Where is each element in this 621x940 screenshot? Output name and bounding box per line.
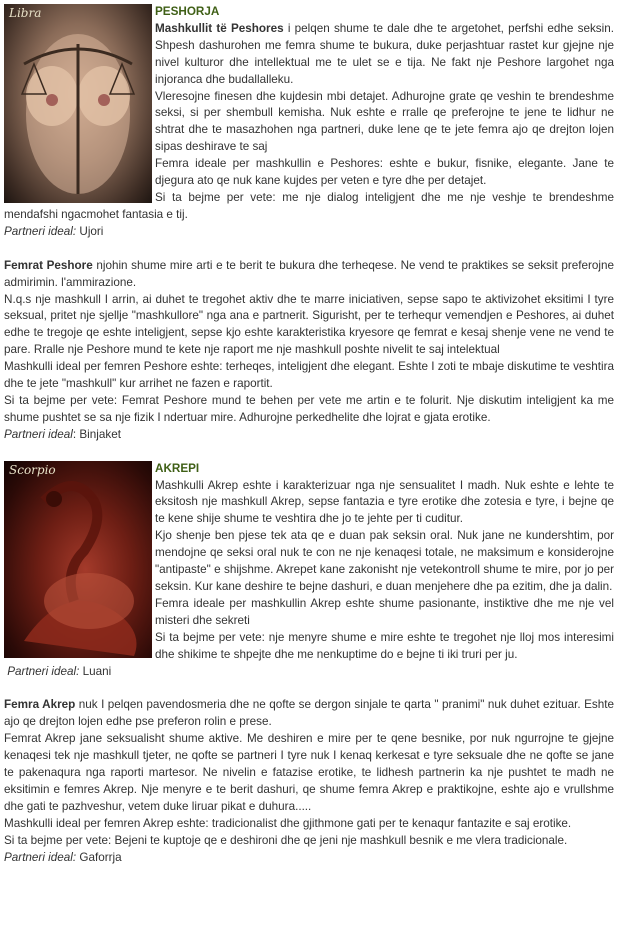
scorpio-female-lead: Femra Akrep	[4, 698, 76, 712]
libra-male-ideal-partner: Partneri ideal: Ujori	[4, 224, 104, 238]
libra-male-paragraph-3: Femra ideale per mashkullin e Peshores: eshte e bukur, fisnike, elegante. Jane te djegura ato qe nuk kane kujdes per veten e tyre dhe per detajet.	[155, 157, 614, 188]
libra-female-paragraph-4: Si ta bejme per vete: Femrat Peshore mund te behen per vete me artin e te folurit. Nje diskutim inteligjent ka me shume pushtet se sa nje fizik I ndertuar mire. Adhurojne perkedhelite dhe lojrat e gjata erotike.	[4, 393, 614, 424]
scorpio-male-paragraph-3: Femra ideale per mashkullin Akrep eshte shume pasionante, instiktive dhe me nje vel misteri dhe sekreti	[155, 596, 614, 627]
scorpio-female-ideal-partner: Partneri ideal: Gaforrja	[4, 850, 122, 864]
libra-male-paragraph-4: Si ta bejme per vete: me nje dialog inteligjent dhe me nje veshje te brendeshme mendafshi ngacmohet fantasia e tij.	[4, 190, 614, 221]
libra-figure-illustration	[4, 4, 152, 203]
libra-female-paragraph-2: N.q.s nje mashkull I arrin, ai duhet te tregohet aktiv dhe te marre iniciativen, sepse sapo te aktivizohet eksitimi I tyre seksual, pritet nje sjellje "mashkullore" nga ana e partnerit. Sigurisht, per te terhequr vemendjen e Peshores, ai duhet edhe te tregoje qe eshte inteligjent, sepse kjo eshte karakteristika kryesore qe femrat e kesaj shenje vene ne vend te pare. Rralle nje Peshore mund te kete nje raport me nje mashkull poshte nivelit te saj intelektual	[4, 292, 614, 357]
scorpio-image	[4, 461, 152, 658]
horoscope-article	[4, 4, 614, 867]
scorpio-male-paragraph-4: Si ta bejme per vete: nje menyre shume e mire eshte te tregohet nje lloj mos interesimi dhe shikime te shpejte dhe me nenkuptime do e bejne ti iki truri per ju.	[155, 630, 614, 661]
libra-female-ideal-partner: Partneri ideal: Binjaket	[4, 427, 121, 441]
scorpio-female-paragraph-2: Femrat Akrep jane seksualisht shume aktive. Me deshiren e mire per te qene besnike, por nuk ngurrojne te gjejne kenaqesi tek nje mashkull tjeter, ne qofte se partneri I tyre nuk I kenaq kerkesat e tyre seksuale dhe ne qofte se jane te pakenaqura nga raporti martesor. Ne nivelin e fatazise erotike, te lidhesh partnerin ka nje pushtet te madh ne eksitimin e femres Akrep. Nje menyre e te berit dashuri, qe shume femra Akrep e praktikojne, eshte ajo e vrullshme dhe gati te pazhveshur, vetem duke liruar pikat e duhura.....	[4, 732, 614, 813]
libra-female-paragraph-3: Mashkulli ideal per femren Peshore eshte: terheqes, inteligjent dhe elegant. Eshte I zoti te mbaje diskutime te veshtira dhe te jete "mashkull" kur arrihet ne fazen e raportit.	[4, 360, 614, 391]
scorpio-image-label: Scorpio	[9, 462, 56, 477]
libra-female-lead: Femrat Peshore	[4, 258, 93, 272]
scorpio-figure-illustration	[4, 461, 152, 658]
libra-male-lead: Mashkullit të Peshores	[155, 21, 284, 35]
scorpio-female-paragraph-1: Femra Akrep nuk I pelqen pavendosmeria dhe ne qofte se dergon sinjale te qarta " pranimi" nuk duhet ezituar. Eshte ajo qe drejton lojen edhe pse preferon rolin e prese.	[4, 698, 615, 729]
scorpio-female-paragraph-3: Mashkulli ideal per femren Akrep eshte: tradicionalist dhe gjithmone gati per te kenaqur fantazite e saj erotike.	[4, 816, 572, 830]
libra-image	[4, 4, 152, 203]
scorpio-title: AKREPI	[155, 461, 200, 475]
scorpio-male-paragraph-2: Kjo shenje ben pjese tek ata qe e duan pak seksin oral. Nuk jane ne kundershtim, por mendojne qe seksi oral nuk te con ne nje kenaqesi totale, ne maksimum e konsiderojne "antipaste" e shijshme. Akrepet kane zakonisht nje vetekontroll shume te mire, por jo per seksin. Kur kane deshire te bejne dashuri, e duan menjehere dhe pa ezitim, dhe ja dalin.	[155, 529, 614, 593]
libra-male-paragraph-1: Mashkullit të Peshores i pelqen shume te dale dhe te argetohet, perfshi edhe seksin. Shpesh dashurohen me femra shume te bukura, duke perjashtuar rastet kur gjejne nje nivel kulturor dhe intellektual me te ulet se e tija. Ne fakt nje Peshore largohet nga injoranca dhe budallalleku.	[155, 21, 614, 86]
libra-female-paragraph-1: Femrat Peshore njohin shume mire arti e te berit te bukura dhe terheqese. Ne vend te praktikes se seksit preferojne admirimin. l'ammirazione.	[4, 258, 614, 289]
libra-title: PESHORJA	[155, 5, 220, 18]
libra-male-paragraph-2: Vleresojne finesen dhe kujdesin mbi detajet. Adhurojne grate qe veshin te brendeshme seksi, si per shembull kemisha. Nuk eshte e rralle qe preferojne te jene te lidhur ne shtrat dhe te masazhohen nga partneri, duke lene qe te jete femra ajo qe drejton lojen sipas deshirave te saj	[155, 89, 614, 154]
libra-image-label: Libra	[9, 6, 42, 20]
scorpio-male-paragraph-1: Mashkulli Akrep eshte i karakterizuar nga nje sensualitet I madh. Nuk eshte e lehte te eksitosh nje mashkull Akrep, sepse fantazia e tyre erotike dhe zotesia e tyre, i bejne qe te kene shije shume te veshtira dhe jo te jehte per ti cuditur.	[155, 478, 614, 526]
scorpio-male-ideal-partner: Partneri ideal: Luani	[7, 664, 112, 678]
scorpio-female-paragraph-4: Si ta bejme per vete: Bejeni te kuptoje qe e deshironi dhe qe jeni nje mashkull besnik e me vlera tradicionale.	[4, 833, 568, 847]
